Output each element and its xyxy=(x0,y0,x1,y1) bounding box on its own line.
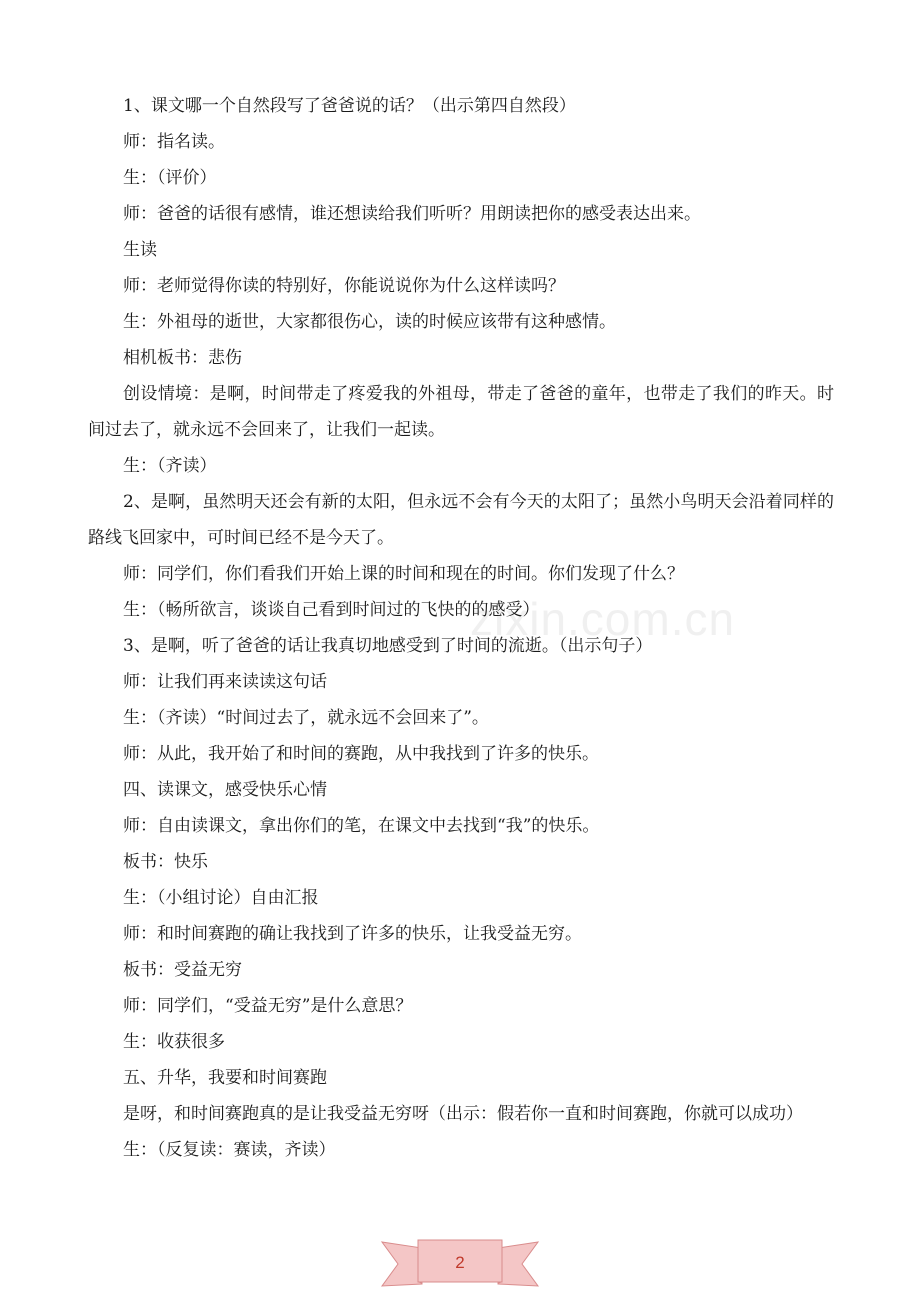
paragraph: 板书：受益无穷 xyxy=(123,960,242,980)
paragraph: 师：让我们再来读读这句话 xyxy=(123,672,327,692)
paragraph: 生：（畅所欲言，谈谈自己看到时间过的飞快的的感受） xyxy=(123,600,540,620)
watermark: zixin.com.cn xyxy=(470,593,736,645)
paragraph: 生读 xyxy=(123,240,157,260)
paragraph: 师：爸爸的话很有感情，谁还想读给我们听听？用朗读把你的感受表达出来。 xyxy=(123,204,701,224)
paragraph: 师：老师觉得你读的特别好，你能说说你为什么这样读吗？ xyxy=(123,276,565,296)
paragraph: 师：同学们，你们看我们开始上课的时间和现在的时间。你们发现了什么？ xyxy=(123,564,684,584)
paragraph: 生：（评价） xyxy=(123,168,217,188)
paragraph: 生：收获很多 xyxy=(123,1032,225,1052)
paragraph: 2、是啊，虽然明天还会有新的太阳，但永远不会有今天的太阳了；虽然小鸟明天会沿着同样的路线飞回家中，可时间已经不是今天了。 xyxy=(88,492,834,548)
page-number: 2 xyxy=(455,1253,465,1272)
paragraph: 生：（齐读） xyxy=(123,456,217,476)
paragraph: 师：和时间赛跑的确让我找到了许多的快乐，让我受益无穷。 xyxy=(123,924,582,944)
paragraph: 1、课文哪一个自然段写了爸爸说的话？（出示第四自然段） xyxy=(123,96,576,116)
paragraph: 是呀，和时间赛跑真的是让我受益无穷呀（出示：假若你一直和时间赛跑，你就可以成功） xyxy=(123,1104,803,1124)
paragraph: 师：从此，我开始了和时间的赛跑，从中我找到了许多的快乐。 xyxy=(123,744,599,764)
paragraph: 生：外祖母的逝世，大家都很伤心，读的时候应该带有这种感情。 xyxy=(123,312,616,332)
paragraph: 师：同学们，“受益无穷”是什么意思？ xyxy=(123,996,413,1016)
paragraph: 生：（齐读）“时间过去了，就永远不会回来了”。 xyxy=(123,708,489,728)
paragraph: 板书：快乐 xyxy=(123,852,208,872)
paragraph: 3、是啊，听了爸爸的话让我真切地感受到了时间的流逝。（出示句子） xyxy=(123,636,653,656)
paragraph: 相机板书：悲伤 xyxy=(123,348,242,368)
section-heading: 四、读课文，感受快乐心情 xyxy=(123,780,327,800)
page-number-ribbon xyxy=(380,1234,540,1292)
document-body xyxy=(88,88,834,1168)
section-heading: 五、升华，我要和时间赛跑 xyxy=(123,1068,327,1088)
paragraph: 师：自由读课文，拿出你们的笔，在课文中去找到“我”的快乐。 xyxy=(123,816,600,836)
paragraph: 创设情境：是啊，时间带走了疼爱我的外祖母，带走了爸爸的童年，也带走了我们的昨天。时间过去了，就永远不会回来了，让我们一起读。 xyxy=(88,384,834,440)
paragraph: 生：（小组讨论）自由汇报 xyxy=(123,888,319,908)
paragraph: 师：指名读。 xyxy=(123,132,225,152)
paragraph: 生：（反复读：赛读，齐读） xyxy=(123,1140,336,1160)
